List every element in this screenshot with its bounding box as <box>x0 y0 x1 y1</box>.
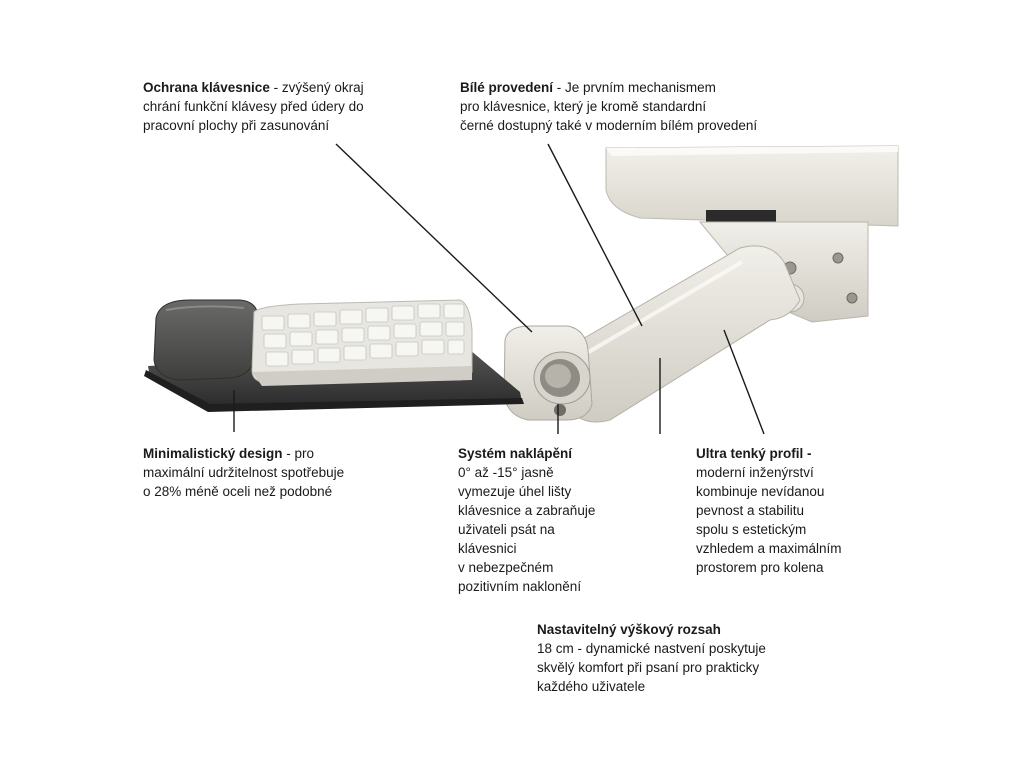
callout-tilt-system-line-3: klávesnice a zabraňuje <box>458 503 596 518</box>
callout-minimalist-design-line-2: maximální udržitelnost spotřebuje <box>143 465 345 480</box>
callout-white-finish-line-1: Bílé provedení - Je prvním mechanismem <box>460 80 716 95</box>
callout-height-range <box>537 620 766 696</box>
callout-ultra-thin-profile-line-5: vzhledem a maximálním <box>696 541 842 556</box>
callout-tilt-system-line-1: 0° až -15° jasně <box>458 465 554 480</box>
callout-ultra-thin-profile-line-6: prostorem pro kolena <box>696 560 824 575</box>
callout-white-finish-title: Bílé provedení <box>460 80 554 95</box>
palm-rest <box>154 300 258 380</box>
callout-white-finish-line-3: černé dostupný také v moderním bílém provedení <box>460 118 758 133</box>
callout-ultra-thin-profile-line-2: kombinuje nevídanou <box>696 484 825 499</box>
callout-tilt-system-line-2: vymezuje úhel lišty <box>458 484 572 499</box>
support-arm <box>560 246 800 422</box>
callout-minimalist-design <box>143 444 344 501</box>
keyboard <box>252 300 472 386</box>
callout-ultra-thin-profile-line-4: spolu s estetickým <box>696 522 807 537</box>
callout-tilt-system-line-4: uživateli psát na <box>458 522 555 537</box>
callout-keyboard-protection-line-3: pracovní plochy při zasunování <box>143 118 330 133</box>
callout-white-finish-line-2: pro klávesnice, který je kromě standardní <box>460 99 707 114</box>
callout-ultra-thin-profile-line-1: moderní inženýrství <box>696 465 814 480</box>
callout-tilt-system-line-5: klávesnici <box>458 541 517 556</box>
callout-keyboard-protection-line-2: chrání funkční klávesy před údery do <box>143 99 364 114</box>
callout-tilt-system-line-7: pozitivním naklonění <box>458 579 582 594</box>
tilt-knob-housing <box>504 326 592 420</box>
callout-height-range-title: Nastavitelný výškový rozsah <box>537 622 721 637</box>
callout-height-range-line-1: 18 cm - dynamické nastvení poskytuje <box>537 641 766 656</box>
callout-tilt-system-line-6: v nebezpečném <box>458 560 554 575</box>
callout-white-finish <box>460 78 757 135</box>
callout-keyboard-protection <box>143 78 364 135</box>
leader-ultra-thin-profile <box>724 330 764 434</box>
callout-ultra-thin-profile-title: Ultra tenký profil - <box>696 446 812 461</box>
callout-minimalist-design-title: Minimalistický design <box>143 446 283 461</box>
callout-height-range-line-2: skvělý komfort při psaní pro prakticky <box>537 660 760 675</box>
callout-height-range-line-3: každého uživatele <box>537 679 646 694</box>
callout-ultra-thin-profile-line-3: pevnost a stabilitu <box>696 503 805 518</box>
callout-minimalist-design-line-1: Minimalistický design - pro <box>143 446 315 461</box>
callout-minimalist-design-line-3: o 28% méně oceli než podobné <box>143 484 333 499</box>
callout-ultra-thin-profile <box>696 444 842 577</box>
callout-tilt-system <box>458 444 595 596</box>
callout-keyboard-protection-title: Ochrana klávesnice <box>143 80 270 95</box>
callout-tilt-system-title: Systém naklápění <box>458 446 573 461</box>
callout-keyboard-protection-line-1: Ochrana klávesnice - zvýšený okraj <box>143 80 364 95</box>
